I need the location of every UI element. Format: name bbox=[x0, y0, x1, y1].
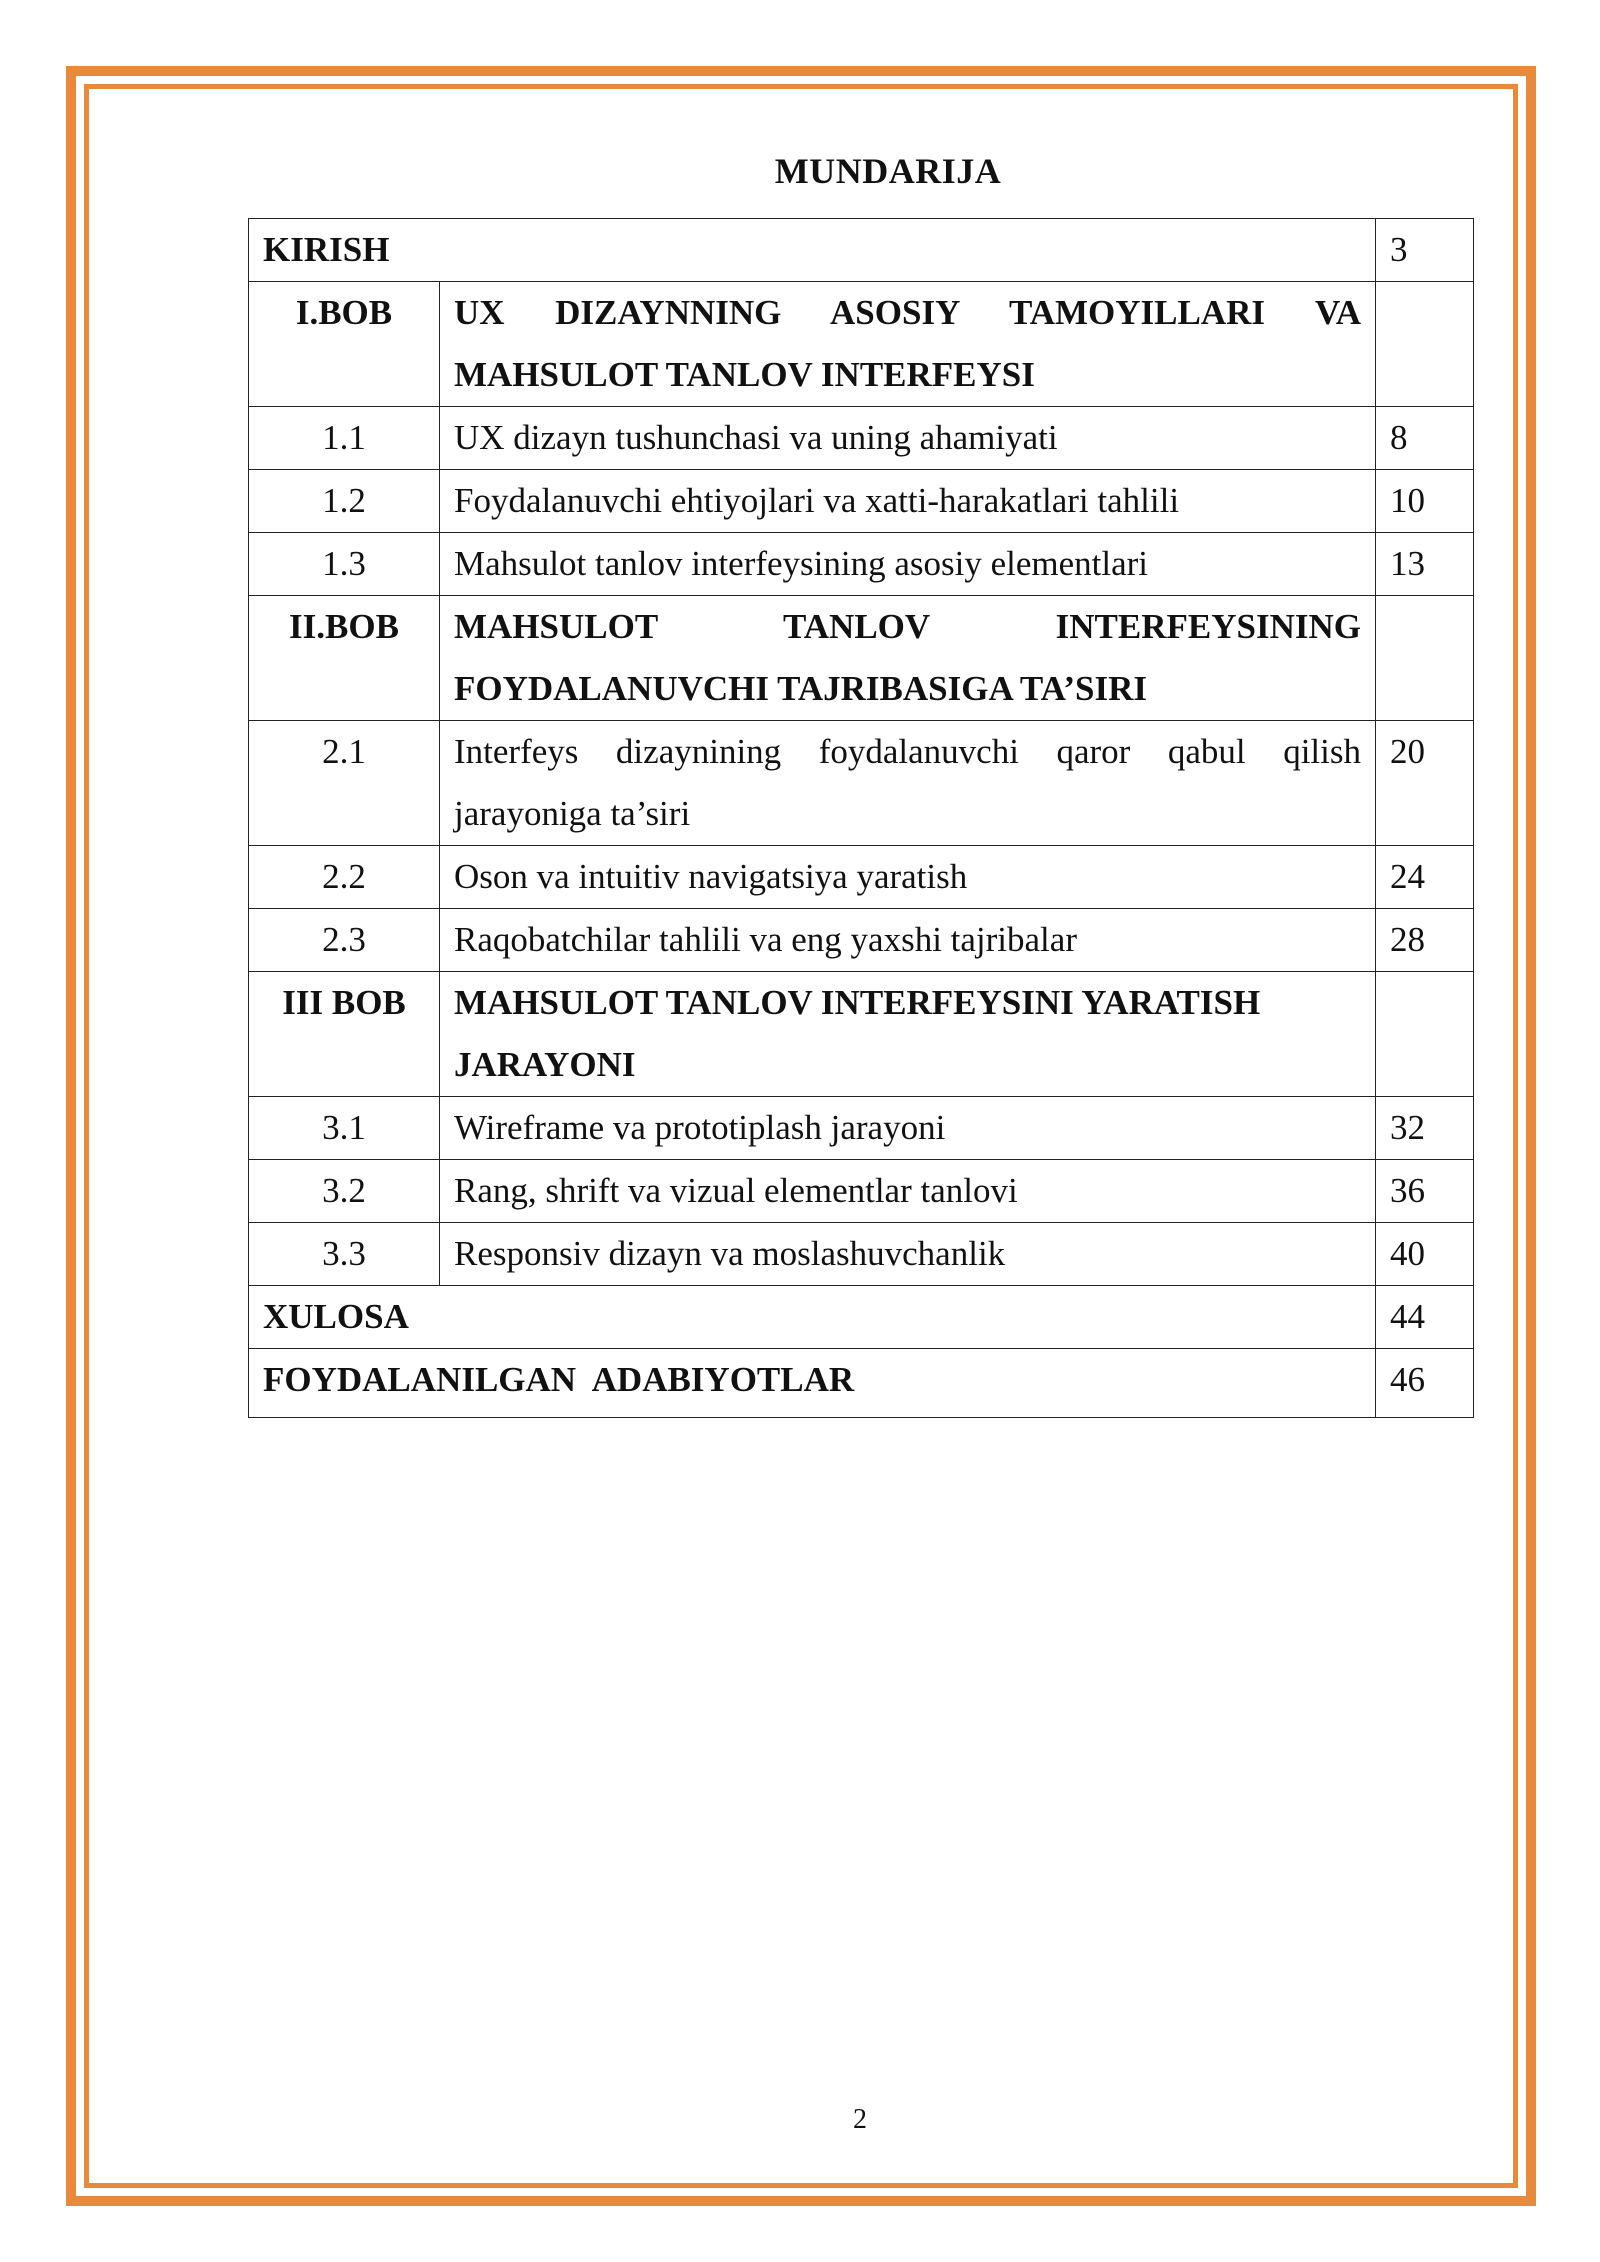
toc-section-title: Foydalanuvchi ehtiyojlari va xatti-harakatlari tahlili bbox=[440, 470, 1376, 533]
toc-section-title: UX dizayn tushunchasi va uning ahamiyati bbox=[440, 407, 1376, 470]
toc-row-chapter-1 bbox=[249, 282, 1474, 407]
toc-section-number: 3.3 bbox=[249, 1223, 440, 1286]
toc-row-xulosa bbox=[249, 1286, 1474, 1349]
toc-section-number: 1.2 bbox=[249, 470, 440, 533]
toc-section-title: Responsiv dizayn va moslashuvchanlik bbox=[440, 1223, 1376, 1286]
toc-page-empty bbox=[1376, 596, 1474, 721]
toc-chapter-label: I.BOB bbox=[249, 282, 440, 407]
toc-section-number: 3.1 bbox=[249, 1097, 440, 1160]
toc-section-title: Interfeys dizaynining foydalanuvchi qaror qabul qilish jarayoniga ta’siri bbox=[440, 721, 1376, 846]
toc-section-title: Raqobatchilar tahlili va eng yaxshi tajribalar bbox=[440, 909, 1376, 972]
toc-row-kirish bbox=[249, 219, 1474, 282]
toc-row-section bbox=[249, 533, 1474, 596]
toc-section-number: 2.3 bbox=[249, 909, 440, 972]
toc-page: 13 bbox=[1376, 533, 1474, 596]
toc-section-title: Wireframe va prototiplash jarayoni bbox=[440, 1097, 1376, 1160]
toc-chapter-label: II.BOB bbox=[249, 596, 440, 721]
toc-row-section bbox=[249, 407, 1474, 470]
toc-page-empty bbox=[1376, 972, 1474, 1097]
toc-section-title: Oson va intuitiv navigatsiya yaratish bbox=[440, 846, 1376, 909]
table-of-contents bbox=[248, 218, 1474, 1418]
toc-chapter-label: III BOB bbox=[249, 972, 440, 1097]
toc-page: 44 bbox=[1376, 1286, 1474, 1349]
page-number: 2 bbox=[853, 2104, 867, 2135]
toc-page: 46 bbox=[1376, 1349, 1474, 1418]
toc-row-section bbox=[249, 470, 1474, 533]
toc-label: FOYDALANILGAN ADABIYOTLAR bbox=[249, 1349, 1376, 1418]
toc-chapter-title: UX DIZAYNNING ASOSIY TAMOYILLARI VA MAHSULOT TANLOV INTERFEYSI bbox=[440, 282, 1376, 407]
toc-section-title: Rang, shrift va vizual elementlar tanlovi bbox=[440, 1160, 1376, 1223]
toc-page: 36 bbox=[1376, 1160, 1474, 1223]
toc-page: 3 bbox=[1376, 219, 1474, 282]
toc-page-empty bbox=[1376, 282, 1474, 407]
toc-section-number: 2.1 bbox=[249, 721, 440, 846]
toc-page: 24 bbox=[1376, 846, 1474, 909]
toc-section-number: 1.1 bbox=[249, 407, 440, 470]
toc-section-number: 1.3 bbox=[249, 533, 440, 596]
toc-row-adabiyotlar bbox=[249, 1349, 1474, 1418]
toc-page: 8 bbox=[1376, 407, 1474, 470]
toc-page: 28 bbox=[1376, 909, 1474, 972]
toc-page: 40 bbox=[1376, 1223, 1474, 1286]
toc-label: XULOSA bbox=[249, 1286, 1376, 1349]
toc-page: 10 bbox=[1376, 470, 1474, 533]
toc-row-chapter-2 bbox=[249, 596, 1474, 721]
toc-page: 32 bbox=[1376, 1097, 1474, 1160]
toc-row-section bbox=[249, 909, 1474, 972]
toc-chapter-title: MAHSULOT TANLOV INTERFEYSINI YARATISH JARAYONI bbox=[440, 972, 1376, 1097]
toc-row-section bbox=[249, 1223, 1474, 1286]
toc-page: 20 bbox=[1376, 721, 1474, 846]
toc-row-section bbox=[249, 1097, 1474, 1160]
toc-section-number: 2.2 bbox=[249, 846, 440, 909]
toc-row-section bbox=[249, 721, 1474, 846]
toc-chapter-title: MAHSULOT TANLOV INTERFEYSINING FOYDALANUVCHI TAJRIBASIGA TA’SIRI bbox=[440, 596, 1376, 721]
toc-row-chapter-3 bbox=[249, 972, 1474, 1097]
toc-section-title: Mahsulot tanlov interfeysining asosiy elementlari bbox=[440, 533, 1376, 596]
toc-label: KIRISH bbox=[249, 219, 1376, 282]
page-title: MUNDARIJA bbox=[774, 151, 1002, 191]
toc-row-section bbox=[249, 846, 1474, 909]
toc-section-number: 3.2 bbox=[249, 1160, 440, 1223]
toc-row-section bbox=[249, 1160, 1474, 1223]
